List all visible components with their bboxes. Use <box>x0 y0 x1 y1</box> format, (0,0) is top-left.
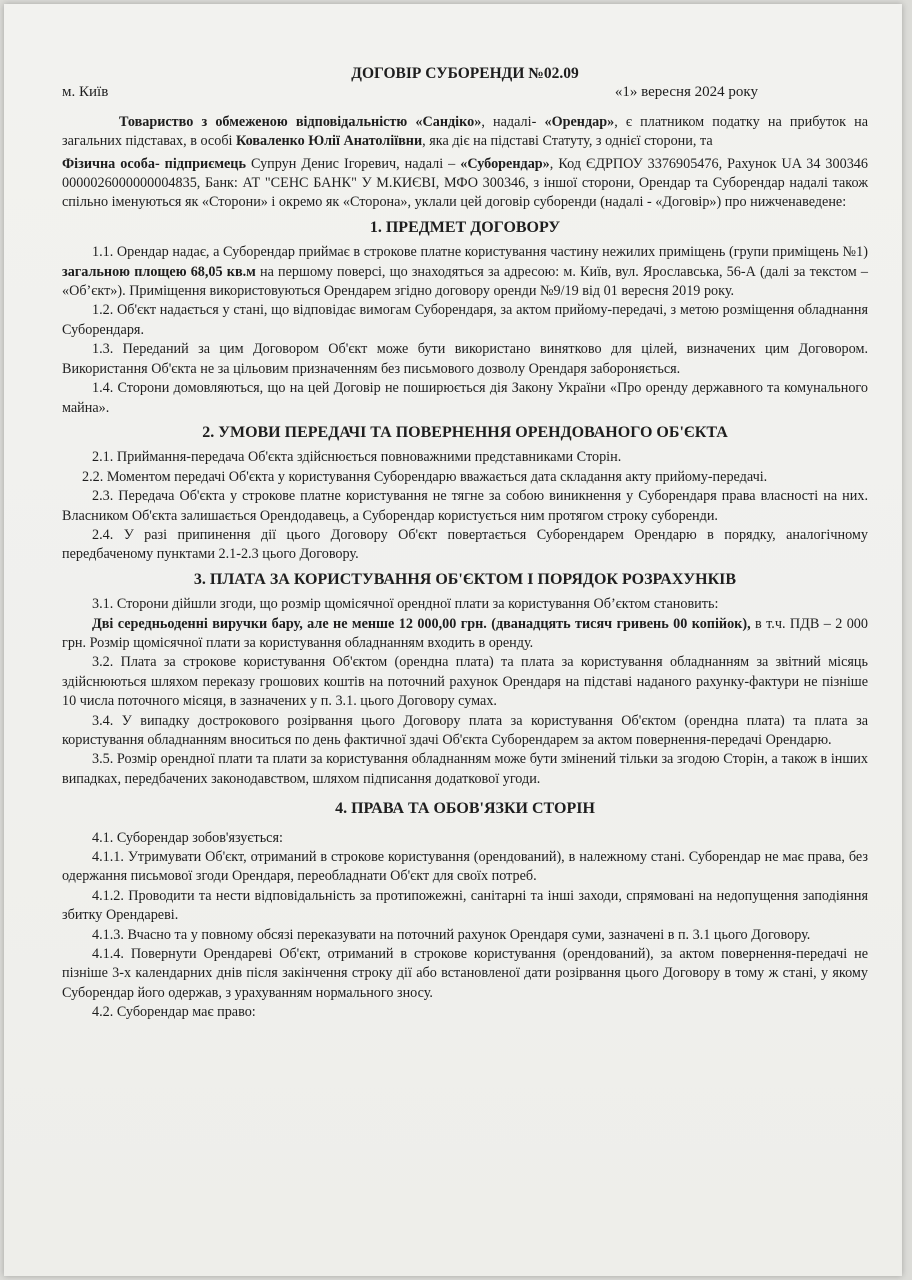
clause-1-2: 1.2. Об'єкт надається у стані, що відповідає вимогам Суборендаря, за актом прийому-передачі, з метою розміщення обладнання Суборендаря. <box>62 302 868 338</box>
representative-name: Коваленко Юлії Анатоліївни <box>236 133 423 150</box>
clause-2-4: 2.4. У разі припинення дії цього Договору Об'єкт повертається Суборендарем Орендарю в порядку, аналогічному передбаченому пунктами 2.1-2.3 цього Договору. <box>62 526 868 563</box>
clause-1-4: 1.4. Сторони домовляються, що на цей Договір не поширюється дія Закону України «Про оренду державного та комунального майна». <box>62 380 868 416</box>
city: м. Київ <box>62 84 109 101</box>
landlord-role: «Орендар» <box>544 113 615 130</box>
company-name: Товариство з обмеженою відповідальністю «Сандіко» <box>119 113 482 130</box>
section-1-heading: 1. ПРЕДМЕТ ДОГОВОРУ <box>369 218 561 236</box>
section-4-heading: 4. ПРАВА ТА ОБОВ'ЯЗКИ СТОРІН <box>335 800 595 818</box>
clause-2-2: 2.2. Моментом передачі Об'єкта у користування Суборендарю вважається дата складання акту прийому-передачі. <box>82 468 768 485</box>
subtenant-role: «Суборендар» <box>460 155 550 172</box>
clause-4-2: 4.2. Суборендар має право: <box>92 1004 256 1021</box>
area-value: загальною площею 68,05 кв.м <box>62 263 256 280</box>
section-2-heading: 2. УМОВИ ПЕРЕДАЧІ ТА ПОВЕРНЕННЯ ОРЕНДОВАНОГО ОБ'ЄКТА <box>202 423 728 441</box>
clause-2-3: 2.3. Передача Об'єкта у строкове платне користування не тягне за собою виникнення у Суборендаря права власності на них. Власником Об'єкта залишається Орендодавець, а Суборендар користується ним протягом строку суборенди. <box>62 488 868 524</box>
clause-3-4: 3.4. У випадку дострокового розірвання цього Договору плата за користування Об'єктом (орендна плата) та плата за користування обладнанням вноситься по день фактичної здачі Об'єкта Суборендарем за актом повернення-передачі Орендарю. <box>62 712 868 748</box>
clause-3-1-amount: Дві середньоденні виручки бару, але не менше 12 000,00 грн. (дванадцять тисяч гривень 00 копійок), в т.ч. ПДВ – 2 000 грн. Розмір щомісячної плати за користування обладнанням входить в оренду. <box>62 615 868 651</box>
clause-3-2: 3.2. Плата за строкове користування Об'єктом (орендна плата) та плата за користування обладнанням за звітний місяць здійснюються шляхом переказу грошових коштів на поточний рахунок Орендаря на підставі наданого рахунку-фактури не пізніше 10 числа поточного місяця, в зазначених у п. 3.1. цього Договору сумах. <box>62 654 868 710</box>
section-3-heading: 3. ПЛАТА ЗА КОРИСТУВАННЯ ОБ'ЄКТОМ І ПОРЯДОК РОЗРАХУНКІВ <box>193 570 737 588</box>
clause-1-1: 1.1. Орендар надає, а Суборендар приймає в строкове платне користування частину нежилих приміщень (групи приміщень №1) загальною площею 68,05 кв.м на першому поверсі, що знаходяться за адресою: м. Київ, вул. Ярославська, 56-А (далі за текстом – «Об’єкт»). Приміщення використовуються Орендарем згідно договору оренди №9/19 від 01 вересня 2019 року. <box>62 244 868 300</box>
clause-4-1-4: 4.1.4. Повернути Орендареві Об'єкт, отриманий в строкове користування (орендований), за актом повернення-передачі не пізніше 3-х календарних днів після закінчення строку дії або встановленої дати розірвання цього Договору в тому ж стані, у якому Суборендар його одержав, з урахуванням нормального зносу. <box>62 946 868 1001</box>
preamble-subtenant: Фізична особа- підприємець Супрун Денис Ігоревич, надалі – «Суборендар», Код ЄДРПОУ 3376905476, Рахунок UA 34 300346 0000026000000004835, Банк: АТ "СЕНС БАНК" У М.КИЄВІ, МФО 300346, з іншої сторони, Орендар та Суборендар надалі також спільно іменуються як «Сторони» і окремо як «Сторона», уклали цей договір суборенди (надалі - «Договір») про нижченаведене: <box>62 155 868 211</box>
subtenant-type: Фізична особа- підприємець <box>62 155 246 172</box>
clause-3-5: 3.5. Розмір орендної плати та плати за користування обладнанням може бути змінений тільки за згодою Сторін, а також в інших випадках, передбачених законодавством, шляхом підписання додаткової угоди. <box>62 751 868 787</box>
clause-2-1: 2.1. Приймання-передача Об'єкта здійснюється повноважними представниками Сторін. <box>92 449 622 466</box>
document-content <box>62 64 868 1023</box>
place-date-line <box>62 83 868 102</box>
preamble-landlord: Товариство з обмеженою відповідальністю «Сандіко», надалі- «Орендар», є платником податку на прибуток на загальних підставах, в особі Коваленко Юлії Анатоліївни, яка діє на підставі Статуту, з однієї сторони, та <box>62 113 869 150</box>
clause-1-3: 1.3. Переданий за цим Договором Об'єкт може бути використано винятково для цілей, визначених цим Договором. Використання Об'єкта не за цільовим призначенням без письмового дозволу Орендаря забороняється. <box>62 341 868 377</box>
clause-4-1: 4.1. Суборендар зобов'язується: <box>92 829 283 846</box>
document-page <box>4 4 902 1276</box>
clause-4-1-2: 4.1.2. Проводити та нести відповідальність за протипожежні, санітарні та інші заходи, спрямовані на недопущення заподіяння збитку Орендареві. <box>62 887 868 924</box>
contract-date: «1» вересня 2024 року <box>614 84 758 101</box>
rent-amount: Дві середньоденні виручки бару, але не менше 12 000,00 грн. (дванадцять тисяч гривень 00 копійок), <box>92 615 751 632</box>
clause-4-1-1: 4.1.1. Утримувати Об'єкт, отриманий в строкове користування (орендований), в належному стані. Суборендар не має права, без одержання письмової згоди Орендаря, переобладнати Об'єкт для своїх потреб. <box>62 849 868 885</box>
document-title: ДОГОВІР СУБОРЕНДИ №02.09 <box>351 65 579 82</box>
clause-4-1-3: 4.1.3. Вчасно та у повному обсязі переказувати на поточний рахунок Орендаря суми, зазначені в п. 3.1 цього Договору. <box>92 926 811 943</box>
clause-3-1: 3.1. Сторони дійшли згоди, що розмір щомісячної орендної плати за користування Об’єктом становить: <box>92 596 719 613</box>
